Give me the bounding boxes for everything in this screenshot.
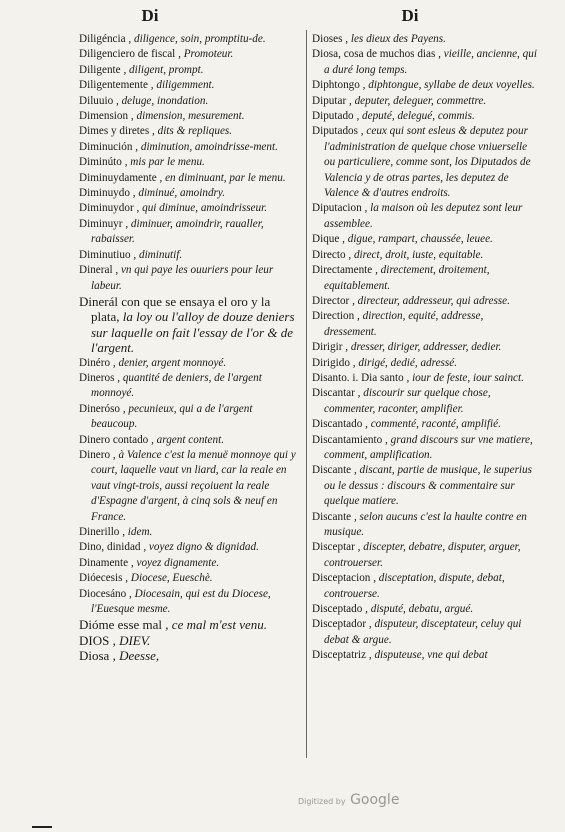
entry-headword: Diputado (312, 110, 354, 123)
entry-translation: , direct, droit, iuste, equitable. (348, 248, 484, 261)
entry-headword: Diligéncia (79, 33, 126, 45)
entry-headword: Diocesáno (79, 587, 127, 600)
entry-headword: Dineróso (79, 402, 121, 415)
right-running-header: Di (401, 6, 419, 25)
entry-translation: , diminué, amoindry. (132, 187, 226, 200)
dictionary-entry (79, 140, 301, 155)
entry-translation: , directeur, addresseur, qui adresse. (352, 294, 510, 307)
entry-translation: , disputé, debatu, argué. (365, 603, 474, 616)
dictionary-entry (312, 371, 538, 386)
entry-headword: Dimes y diretes (79, 125, 150, 138)
entry-translation: , diligence, soin, promptitu-de. (128, 33, 266, 45)
dictionary-entry (312, 109, 538, 124)
entry-headword: Dióecesis (79, 572, 123, 585)
entry-translation: , dimension, mesurement. (130, 110, 245, 123)
entry-translation: la loy ou l'alloy de douze deniers sur laquelle on fait l'essay de l'or & de l'argent. (91, 309, 295, 356)
dictionary-entry (79, 201, 301, 216)
entry-translation: , idem. (122, 526, 153, 538)
dictionary-entry (79, 109, 301, 124)
entry-headword: Dimension (79, 110, 129, 123)
dictionary-entry (79, 371, 301, 402)
dictionary-entry (79, 294, 301, 356)
entry-translation: , en diminuant, par le menu. (159, 171, 286, 184)
dictionary-entry (79, 47, 301, 62)
entry-translation: , Deesse, (112, 648, 160, 664)
entry-headword: Dineral (79, 264, 113, 277)
entry-translation: , à Valence c'est la menuë monnoye qui y court, laquelle vaut vn liard, car la reale en vaut vingt-trois, aussi reçoiuent la reale d'Espagne d'argent, à cinq sols & neuf en France. (91, 448, 296, 523)
right-column (312, 32, 538, 664)
entry-translation: , diligent, prompt. (123, 63, 204, 76)
entry-headword: Disceptado (312, 603, 363, 616)
entry-headword: Dioses (312, 33, 343, 45)
dictionary-entry (79, 186, 301, 201)
entry-translation: , vieille, ancienne, qui a duré long temps. (324, 48, 537, 76)
entry-headword: Diminución (79, 140, 133, 153)
dictionary-entry (79, 155, 301, 170)
dictionary-entry (79, 448, 301, 525)
entry-headword: Dinerillo (79, 526, 120, 538)
entry-translation: , les dieux des Payens. (345, 33, 446, 45)
dictionary-entry (312, 386, 538, 417)
entry-translation: , vn qui paye les ouuriers pour leur labeur. (91, 264, 274, 292)
dictionary-entry (312, 294, 538, 309)
entry-translation: , directement, droitement, equitablement. (324, 264, 490, 292)
entry-headword: Discantar (312, 387, 355, 400)
entry-translation: , Promoteur. (178, 48, 234, 61)
entry-headword: Dique (312, 233, 340, 246)
entry-headword: Disanto. i. Dia santo (312, 371, 404, 384)
entry-translation: , Diocese, Eueschè. (125, 572, 213, 585)
entry-translation: , diminuer, amoindrir, raualler, rabaisser. (91, 217, 264, 246)
entry-headword: Diligentemente (79, 79, 148, 92)
entry-headword: Dinéro (79, 356, 111, 369)
entry-headword: Directo (312, 248, 346, 261)
entry-headword: Discante (312, 464, 352, 477)
dictionary-entry (312, 417, 538, 432)
entry-headword: Dineros (79, 371, 115, 384)
entry-translation: , disceptation, dispute, debat, controuerse. (324, 572, 505, 600)
entry-translation: , voyez dignamente. (130, 556, 220, 569)
dictionary-entry (79, 587, 301, 618)
entry-headword: Dirigido (312, 356, 350, 369)
entry-translation: , mis par le menu. (124, 156, 205, 169)
entry-headword: Diputacion (312, 202, 362, 215)
entry-translation: , dits & repliques. (152, 125, 233, 138)
dictionary-entry (312, 248, 538, 263)
entry-headword: Discante (312, 510, 352, 523)
dictionary-entry (79, 402, 301, 433)
dictionary-entry (312, 617, 538, 648)
entry-headword: Discantado (312, 418, 363, 431)
entry-translation: , voyez digno & dignidad. (143, 541, 259, 554)
entry-translation: , discant, partie de musique, le superius ou le dessus : discours & commentaire sur quelque matiere. (324, 464, 532, 508)
dictionary-entry (312, 356, 538, 371)
entry-translation: , deluge, inondation. (115, 94, 209, 107)
dictionary-entry (312, 433, 538, 464)
entry-translation: , ce mal m'est venu. (165, 617, 267, 633)
entry-headword: Diluuio (79, 94, 114, 107)
dictionary-entry (79, 171, 301, 186)
entry-translation: , grand discours sur vne matiere, comment, amplification. (324, 433, 533, 461)
dictionary-entry (312, 571, 538, 602)
entry-headword: Diminuydamente (79, 171, 157, 184)
entry-translation: , la maison où les deputez sont leur assemblee. (324, 202, 523, 230)
left-running-header: Di (141, 6, 159, 25)
dictionary-entry (312, 78, 538, 93)
entry-translation: , dirigé, dedié, adressé. (352, 356, 458, 369)
dictionary-entry (312, 463, 538, 509)
entry-translation: , denier, argent monnoyé. (112, 356, 227, 369)
left-column (79, 32, 301, 664)
dictionary-entry (312, 309, 538, 340)
dictionary-entry (79, 525, 301, 540)
dictionary-entry (79, 263, 301, 294)
dictionary-entry (79, 124, 301, 139)
entry-headword: Direction (312, 310, 355, 323)
entry-translation: , diminution, amoindrisse-ment. (135, 140, 278, 153)
dictionary-entry (312, 47, 538, 78)
entry-headword: Dinero contado (79, 433, 149, 446)
entry-headword: Diputados (312, 125, 358, 138)
entry-headword: Director (312, 294, 350, 307)
digitized-by-google-watermark (298, 792, 399, 808)
entry-translation: , argent content. (151, 433, 224, 446)
entry-headword: Dinerál con que se ensaya el oro y la plata, (79, 293, 271, 325)
entry-translation: , pecunieux, qui a de l'argent beaucoup. (91, 402, 253, 431)
entry-headword: Dirigir (312, 341, 343, 354)
entry-translation: , direction, equité, addresse, dressement. (324, 310, 484, 338)
entry-headword: DIOS (79, 632, 110, 648)
dictionary-entry (312, 340, 538, 355)
dictionary-entry (312, 602, 538, 617)
entry-translation: , Diocesain, qui est du Diocese, l'Euesque mesme. (91, 587, 271, 616)
entry-headword: Diminuydo (79, 187, 130, 200)
dictionary-entry (79, 433, 301, 448)
entry-translation: , digue, rampart, chaussée, leuee. (342, 233, 493, 246)
entry-translation: , DIEV. (112, 632, 151, 648)
dictionary-entry (79, 217, 301, 248)
watermark-prefix: Digitized by (298, 797, 346, 806)
entry-headword: Diligenciero de fiscal (79, 48, 176, 61)
entry-translation: , selon aucuns c'est la haulte contre en musique. (324, 510, 527, 538)
dictionary-entry (79, 248, 301, 263)
dictionary-entry (79, 617, 301, 632)
entry-headword: Dióme esse mal (79, 617, 163, 633)
dictionary-entry (79, 633, 301, 648)
entry-headword: Disceptacion (312, 572, 371, 585)
entry-headword: Disceptatriz (312, 649, 367, 662)
entry-translation: , commenté, raconté, amplifié. (365, 418, 501, 431)
entry-headword: Diputar (312, 94, 347, 107)
dictionary-entry (312, 32, 538, 47)
entry-headword: Disceptador (312, 618, 367, 631)
entry-translation: , diphtongue, syllabe de deux voyelles. (362, 79, 535, 92)
entry-headword: Diosa, cosa de muchos dias (312, 48, 436, 61)
entry-headword: Diosa (79, 648, 110, 664)
dictionary-entry (312, 648, 538, 663)
entry-headword: Diphtongo (312, 79, 360, 92)
entry-headword: Dino, dinidad (79, 541, 141, 554)
watermark-brand: Google (350, 792, 400, 808)
dictionary-entry (79, 648, 301, 663)
column-divider (306, 30, 307, 758)
entry-translation: , ceux qui sont esleus & deputez pour l'administration de quelque chose vniuerselle ou particuliere, comme sont, los Diputados de Valencia y de otras partes, les deputez de Valence & d'autres endroits. (324, 125, 531, 200)
entry-translation: , discepter, debatre, disputer, arguer, controuerser. (324, 541, 521, 569)
entry-translation: , iour de feste, iour sainct. (406, 371, 524, 384)
dictionary-entry (79, 571, 301, 586)
dictionary-entry (79, 32, 301, 47)
dictionary-entry (79, 356, 301, 371)
entry-headword: Diligente (79, 63, 121, 76)
entry-translation: , deputé, delegué, commis. (356, 110, 475, 123)
dictionary-entry (312, 510, 538, 541)
dictionary-entry (79, 540, 301, 555)
entry-headword: Dinamente (79, 556, 129, 569)
entry-headword: Diminúto (79, 156, 122, 169)
entry-headword: Diminuyr (79, 217, 123, 230)
entry-translation: , disputeur, disceptateur, celuy qui debat & argue. (324, 618, 522, 646)
entry-headword: Directamente (312, 264, 373, 277)
entry-headword: Diminutiuo (79, 248, 131, 261)
entry-headword: Diminuydor (79, 202, 134, 215)
dictionary-entry (312, 232, 538, 247)
entry-translation: , discourir sur quelque chose, commenter, raconter, amplifier. (324, 387, 491, 415)
entry-translation: , quantité de deniers, de l'argent monnoyé. (91, 371, 262, 400)
dictionary-entry (79, 94, 301, 109)
entry-headword: Dinero (79, 448, 111, 461)
dictionary-entry (79, 63, 301, 78)
dictionary-entry (79, 78, 301, 93)
entry-translation: , dresser, diriger, addresser, dedier. (345, 341, 502, 354)
entry-translation: , disputeuse, vne qui debat (368, 649, 488, 662)
dictionary-entry (312, 124, 538, 201)
entry-headword: Disceptar (312, 541, 355, 554)
entry-translation: , qui diminue, amoindrisseur. (136, 202, 268, 215)
dictionary-entry (312, 540, 538, 571)
entry-translation: , diminutif. (133, 248, 183, 261)
bottom-rule (32, 826, 52, 828)
dictionary-entry (312, 263, 538, 294)
dictionary-entry (312, 94, 538, 109)
entry-translation: , diligemment. (150, 79, 215, 92)
entry-headword: Discantamiento (312, 433, 383, 446)
dictionary-entry (79, 556, 301, 571)
dictionary-entry (312, 201, 538, 232)
entry-translation: , deputer, deleguer, commettre. (348, 94, 487, 107)
